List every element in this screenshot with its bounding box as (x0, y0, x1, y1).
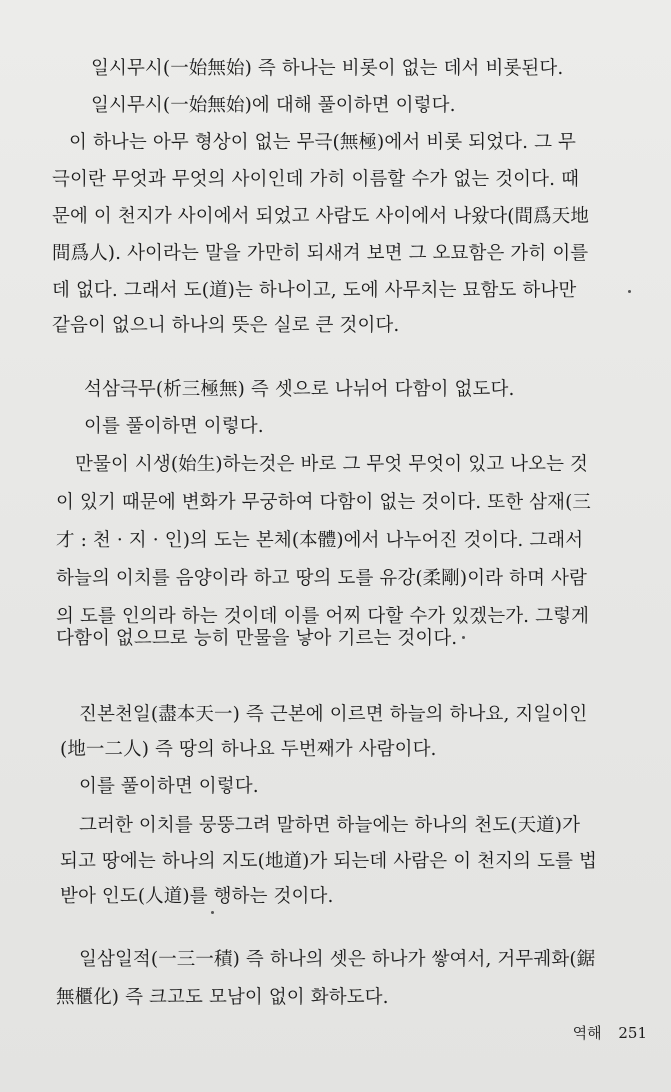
text-line: 일삼일적(一三一積) 즉 하나의 셋은 하나가 쌓여서, 거무궤화(鋸 (79, 949, 596, 970)
text-line: 극이란 무엇과 무엇의 사이인데 가히 이름할 수가 없는 것이다. 때 (52, 169, 580, 190)
text-line: 다함이 없으므로 능히 만물을 낳아 기르는 것이다. (56, 628, 458, 649)
scan-speck (628, 290, 631, 293)
text-line: 문에 이 천지가 사이에서 되었고 사람도 사이에서 나왔다(間爲天地 (52, 206, 589, 227)
page-number: 251 (618, 1024, 647, 1042)
scan-speck (462, 636, 465, 639)
text-line: 才 : 천 · 지 · 인)의 도는 본체(本體)에서 나누어진 것이다. 그래서 (56, 530, 584, 551)
text-line: 의 도를 인의라 하는 것이데 이를 어찌 다할 수가 있겠는가. 그렇게 (56, 606, 590, 627)
text-line: 같음이 없으니 하나의 뜻은 실로 큰 것이다. (52, 315, 400, 336)
text-line: (地一二人) 즉 땅의 하나요 두번째가 사람이다. (60, 739, 437, 760)
text-line: 받아 인도(人道)를 행하는 것이다. (60, 886, 334, 907)
text-line: 無櫃化) 즉 크고도 모남이 없이 화하도다. (56, 987, 389, 1008)
text-line: 데 없다. 그래서 도(道)는 하나이고, 도에 사무치는 묘함도 하나만 (52, 280, 577, 301)
text-line: 하늘의 이치를 음양이라 하고 땅의 도를 유강(柔剛)이라 하며 사람 (56, 568, 587, 589)
text-line: 일시무시(一始無始)에 대해 풀이하면 이렇다. (91, 95, 456, 116)
text-line: 일시무시(一始無始) 즉 하나는 비롯이 없는 데서 비롯된다. (91, 58, 564, 79)
text-line: 이 하나는 아무 형상이 없는 무극(無極)에서 비롯 되었다. 그 무 (69, 132, 577, 153)
text-line: 이 있기 때문에 변화가 무궁하여 다함이 없는 것이다. 또한 삼재(三 (56, 492, 592, 513)
text-line: 間爲人). 사이라는 말을 가만히 되새겨 보면 그 오묘함은 가히 이를 (52, 243, 589, 264)
text-line: 그러한 이치를 뭉뚱그려 말하면 하늘에는 하나의 천도(天道)가 (79, 815, 581, 836)
text-line: 되고 땅에는 하나의 지도(地道)가 되는데 사람은 이 천지의 도를 법 (60, 851, 597, 872)
text-line: 진본천일(盡本天一) 즉 근본에 이르면 하늘의 하나요, 지일이인 (79, 704, 588, 725)
text-line: 석삼극무(析三極無) 즉 셋으로 나뉘어 다함이 없도다. (84, 379, 515, 400)
running-footer-label: 역해 (572, 1024, 602, 1042)
text-line: 만물이 시생(始生)하는것은 바로 그 무엇 무엇이 있고 나오는 것 (75, 454, 589, 475)
scan-speck (211, 911, 214, 914)
text-line: 이를 풀이하면 이렇다. (79, 776, 259, 797)
text-line: 이를 풀이하면 이렇다. (84, 416, 264, 437)
page-footer (573, 1022, 647, 1043)
